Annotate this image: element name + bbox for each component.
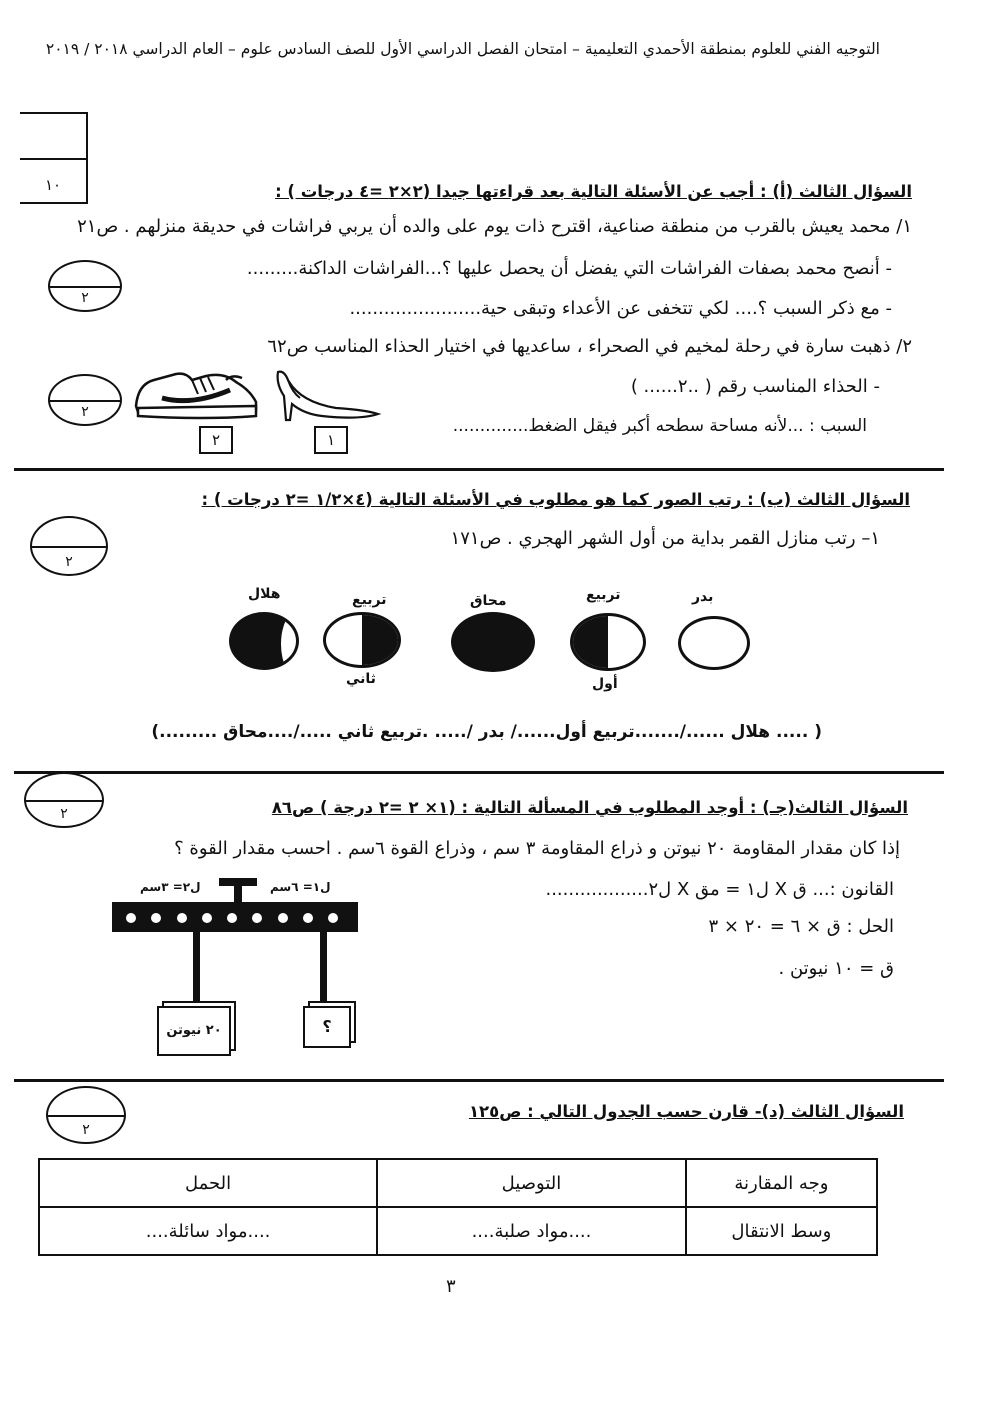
phase-label-new: محاق: [470, 593, 507, 609]
q3c-score-oval: [24, 772, 104, 828]
shoe-1-label: ١: [314, 426, 348, 454]
new-moon-icon: [451, 612, 535, 672]
table-cell: ....مواد سائلة....: [39, 1207, 377, 1255]
q3b-answer: ( ..... هلال ....../.......تربيع أول....../ بدر /..... .تربيع ثاني ...../....محاق .........): [151, 722, 822, 742]
fulcrum-post: [234, 884, 242, 904]
table-row: [39, 1207, 877, 1255]
phase-label-second: ثاني: [346, 671, 376, 687]
section-divider: [14, 468, 944, 471]
q3a-item2-reason: السبب : ...لأنه مساحة سطحه أكبر فيقل الضغط..............: [452, 416, 867, 436]
lever-arm1-label: ل١= ٦سم: [270, 880, 331, 894]
q3a-item1: ١/ محمد يعيش بالقرب من منطقة صناعية، اقترح ذات يوم على والده أن يربي فراشات في حديقة منزلهم . ص٢١: [77, 216, 912, 237]
q3c-title: السؤال الثالث(جـ) : أوجد المطلوب في المسألة التالية : (١× ٢ =٢ درجة ) ص٨٦: [271, 798, 908, 817]
third-quarter-moon-icon: [323, 612, 401, 668]
q3c-problem: إذا كان مقدار المقاومة ٢٠ نيوتن و ذراع المقاومة ٣ سم ، وذراع القوة ٦سم . احسب مقدار القوة ؟: [174, 838, 900, 859]
force-rope: [320, 932, 327, 1010]
q3a-item2-score-oval: [48, 374, 122, 426]
total-score-box: [20, 112, 88, 204]
total-score: ١٠: [44, 176, 62, 194]
q3a-item2-answer: - الحذاء المناسب رقم ( ..٢...... ): [630, 376, 880, 397]
q3c-score: ٢: [60, 806, 68, 822]
q3a-score: ٢: [81, 290, 89, 306]
section-divider: [14, 771, 944, 774]
table-header: التوصيل: [377, 1159, 686, 1207]
section-divider: [14, 1079, 944, 1082]
comparison-table: [38, 1158, 878, 1256]
q3a-score-oval: [48, 260, 122, 312]
q3d-score: ٢: [82, 1122, 90, 1138]
page-number: ٣: [446, 1276, 456, 1297]
phase-label-first: أول: [592, 676, 618, 692]
first-quarter-moon-icon: [570, 613, 646, 671]
q3a-item2: ٢/ ذهبت سارة في رحلة لمخيم في الصحراء ، ساعديها في اختيار الحذاء المناسب ص٦٢: [267, 336, 912, 357]
q3a-item2-score: ٢: [81, 404, 89, 420]
q3a-title: السؤال الثالث (أ) : أجب عن الأسئلة التالية بعد قراءتها جيدا (٢×٢ =٤ درجات ) :: [275, 182, 912, 201]
q3b-score: ٢: [65, 554, 73, 570]
table-header: الحمل: [39, 1159, 377, 1207]
q3a-item1-reason: - مع ذكر السبب ؟.... لكي تتخفى عن الأعداء وتبقى حية.......................: [349, 298, 892, 319]
lever-bar: [112, 902, 358, 932]
high-heel-image: [270, 366, 382, 422]
q3b-item1: ١– رتب منازل القمر بداية من أول الشهر الهجري . ص١٧١: [450, 528, 880, 549]
phase-label-first-quarter: تربيع: [586, 587, 621, 603]
table-cell: ....مواد صلبة....: [377, 1207, 686, 1255]
table-header-row: [39, 1159, 877, 1207]
full-moon-icon: [678, 616, 750, 670]
q3a-item1-advice: - أنصح محمد بصفات الفراشات التي يفضل أن يحصل عليها ؟...الفراشات الداكنة.........: [246, 258, 892, 279]
table-header: وجه المقارنة: [686, 1159, 877, 1207]
page-header: التوجيه الفني للعلوم بمنطقة الأحمدي التعليمية – امتحان الفصل الدراسي الأول للصف السادس علوم – العام الدراسي ٢٠١٨ / ٢٠١٩: [45, 40, 880, 58]
lever-arm2-label: ل٢= ٣سم: [140, 880, 201, 894]
q3c-law: القانون :... ق X ل١ = مق X ل٢..................: [545, 879, 894, 900]
table-cell: وسط الانتقال: [686, 1207, 877, 1255]
resistance-weight-box: ٢٠ نيوتن: [157, 1006, 231, 1056]
shoe-2-label: ٢: [199, 426, 233, 454]
q3c-solution: الحل : ق × ٦ = ٢٠ × ٣: [708, 916, 894, 937]
crescent-moon-icon: [229, 612, 299, 670]
sneaker-image: [132, 366, 262, 422]
unknown-force-box: ؟: [303, 1006, 351, 1048]
q3d-title: السؤال الثالث (د)- قارن حسب الجدول التالي : ص١٢٥: [468, 1102, 904, 1121]
weight-rope: [193, 932, 200, 1012]
q3b-score-oval: [30, 516, 108, 576]
q3c-result: ق = ١٠ نيوتن .: [778, 958, 894, 979]
phase-label-third-quarter: تربيع: [352, 592, 387, 608]
q3b-title: السؤال الثالث (ب) : رتب الصور كما هو مطلوب في الأسئلة التالية (٤×١/٢ =٢ درجات ) :: [201, 490, 910, 509]
q3d-score-oval: [46, 1086, 126, 1144]
phase-label-crescent: هلال: [248, 586, 281, 602]
phase-label-full: بدر: [692, 589, 714, 605]
